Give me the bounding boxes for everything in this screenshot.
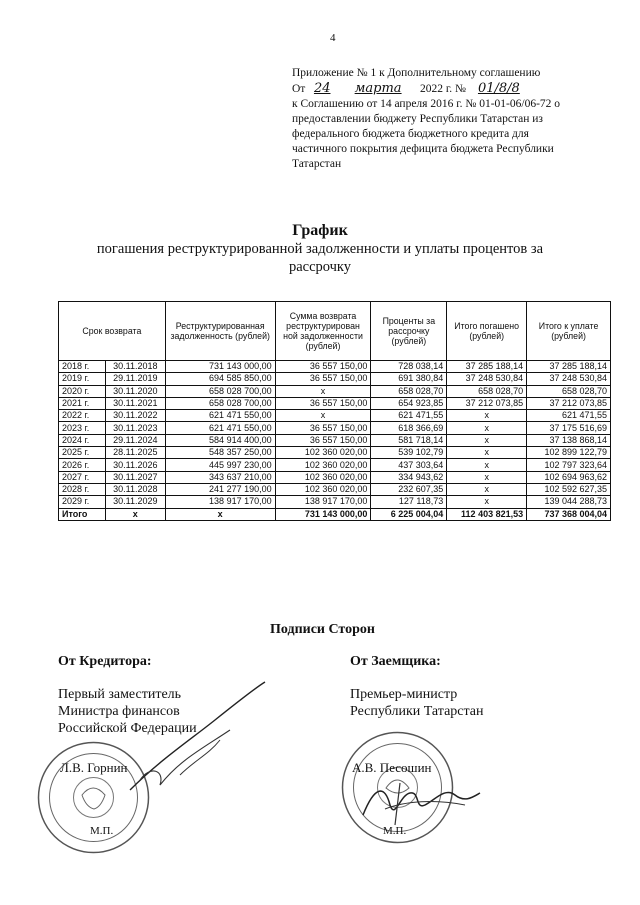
cell-year: 2024 г. — [59, 434, 106, 446]
cell-total-payable: 37 285 188,14 — [527, 361, 611, 373]
cell-total-payable: 658 028,70 — [527, 385, 611, 397]
from-label: От — [292, 83, 306, 95]
cell-total-payable: 102 592 627,35 — [527, 483, 611, 495]
cell-interest: 437 303,64 — [371, 459, 447, 471]
cell-due-date: 29.11.2019 — [105, 373, 165, 385]
col-header-interest: Проценты за рассрочку (рублей) — [371, 302, 447, 361]
cell-restructured-debt: 584 914 400,00 — [165, 434, 275, 446]
cell-due-date: 30.11.2029 — [105, 496, 165, 508]
cell-repayment-amount: 36 557 150,00 — [275, 397, 371, 409]
page-number: 4 — [330, 32, 336, 44]
cell-total-payable: 37 138 868,14 — [527, 434, 611, 446]
cell-total-payable: 37 248 530,84 — [527, 373, 611, 385]
cell-due-date: 30.11.2018 — [105, 361, 165, 373]
cell-total-payable: 102 797 323,64 — [527, 459, 611, 471]
cell-due-date: 29.11.2024 — [105, 434, 165, 446]
repayment-schedule-table — [58, 301, 611, 521]
cell-due-date: 30.11.2027 — [105, 471, 165, 483]
cell-restructured-debt: 343 637 210,00 — [165, 471, 275, 483]
cell-total-payable: 37 212 073,85 — [527, 397, 611, 409]
appendix-line-3: к Соглашению от 14 апреля 2016 г. № 01-01-06/06-72 о — [292, 98, 561, 110]
table-row — [59, 422, 611, 434]
appendix-line-1: Приложение № 1 к Дополнительному соглашению — [292, 67, 541, 79]
cell-restructured-debt: 241 277 190,00 — [165, 483, 275, 495]
cell-interest: 691 380,84 — [371, 373, 447, 385]
subtitle-line-2: рассрочку — [288, 259, 352, 275]
table-row — [59, 459, 611, 471]
cell-total-repaid: х — [447, 471, 527, 483]
cell-restructured-debt: 548 357 250,00 — [165, 447, 275, 459]
cell-total-repaid: 37 212 073,85 — [447, 397, 527, 409]
cell-total-repaid: х — [447, 410, 527, 422]
table-row — [59, 434, 611, 446]
cell-year: 2029 г. — [59, 496, 106, 508]
cell-interest: 658 028,70 — [371, 385, 447, 397]
cell-restructured-debt: 138 917 170,00 — [165, 496, 275, 508]
cell-interest: 334 943,62 — [371, 471, 447, 483]
borrower-position — [350, 686, 484, 720]
cell-total-repaid: х — [447, 459, 527, 471]
appendix-line-7: Татарстан — [292, 158, 342, 170]
table-row — [59, 447, 611, 459]
cell-repayment-amount: 102 360 020,00 — [275, 447, 371, 459]
date-year: 2022 г. № — [419, 83, 466, 95]
cell-repayment-amount: 102 360 020,00 — [275, 471, 371, 483]
table-row — [59, 385, 611, 397]
cell-year: 2020 г. — [59, 385, 106, 397]
cell-restructured-debt: 445 997 230,00 — [165, 459, 275, 471]
cell-year: 2025 г. — [59, 447, 106, 459]
borrower-handwritten-signature — [355, 775, 485, 830]
document-title: График — [292, 222, 348, 239]
cell-year: 2019 г. — [59, 373, 106, 385]
cell-repayment-amount: х — [275, 385, 371, 397]
cell-total-payable: 37 175 516,69 — [527, 422, 611, 434]
borrower-label: От Заемщика: — [350, 654, 441, 669]
cell-interest: 581 718,14 — [371, 434, 447, 446]
cell-restructured-debt: 658 028 700,00 — [165, 385, 275, 397]
cell-due-date: 30.11.2021 — [105, 397, 165, 409]
borrower-position-line-1: Премьер-министр — [350, 687, 458, 702]
cell-restructured-debt: 731 143 000,00 — [165, 361, 275, 373]
creditor-position-line-1: Первый заместитель — [58, 687, 182, 702]
creditor-position-line-2: Министра финансов — [58, 704, 180, 719]
cell-repayment-amount: 36 557 150,00 — [275, 373, 371, 385]
date-month: марта — [354, 81, 402, 96]
appendix-line-4: предоставлении бюджету Республики Татарстан из — [292, 113, 543, 125]
cell-interest: 127 118,73 — [371, 496, 447, 508]
cell-total-repaid: х — [447, 483, 527, 495]
total-cell-due-date: х — [105, 508, 165, 520]
cell-total-repaid: 37 285 188,14 — [447, 361, 527, 373]
cell-total-repaid: х — [447, 422, 527, 434]
cell-total-repaid: х — [447, 496, 527, 508]
cell-restructured-debt: 621 471 550,00 — [165, 422, 275, 434]
total-cell-restructured-debt: х — [165, 508, 275, 520]
table-total-row — [59, 508, 611, 520]
cell-year: 2018 г. — [59, 361, 106, 373]
cell-repayment-amount: х — [275, 410, 371, 422]
table-row — [59, 471, 611, 483]
cell-due-date: 30.11.2022 — [105, 410, 165, 422]
table-row — [59, 496, 611, 508]
appendix-header — [292, 66, 614, 172]
col-header-total-payable: Итого к уплате (рублей) — [527, 302, 611, 361]
table-row — [59, 373, 611, 385]
cell-repayment-amount: 36 557 150,00 — [275, 422, 371, 434]
borrower-mp-label: М.П. — [383, 825, 407, 837]
cell-total-repaid: 37 248 530,84 — [447, 373, 527, 385]
cell-due-date: 30.11.2023 — [105, 422, 165, 434]
cell-restructured-debt: 658 028 700,00 — [165, 397, 275, 409]
cell-due-date: 30.11.2028 — [105, 483, 165, 495]
cell-repayment-amount: 102 360 020,00 — [275, 483, 371, 495]
doc-number: 01/8/8 — [477, 81, 520, 96]
date-day: 24 — [313, 81, 331, 96]
cell-total-repaid: х — [447, 447, 527, 459]
cell-total-payable: 102 694 963,62 — [527, 471, 611, 483]
cell-total-payable: 102 899 122,79 — [527, 447, 611, 459]
signatures-heading: Подписи Сторон — [270, 622, 375, 637]
creditor-handwritten-signature — [120, 680, 270, 800]
col-header-repayment-amount: Сумма возврата реструктурирован ной задолженности (рублей) — [275, 302, 371, 361]
col-header-total-repaid: Итого погашено (рублей) — [447, 302, 527, 361]
col-header-restructured-debt: Реструктурированная задолженность (рублей) — [165, 302, 275, 361]
cell-total-payable: 139 044 288,73 — [527, 496, 611, 508]
cell-interest: 621 471,55 — [371, 410, 447, 422]
cell-repayment-amount: 36 557 150,00 — [275, 361, 371, 373]
table-row — [59, 483, 611, 495]
cell-year: 2027 г. — [59, 471, 106, 483]
table-row — [59, 361, 611, 373]
table-header-row — [59, 302, 611, 361]
cell-interest: 654 923,85 — [371, 397, 447, 409]
cell-total-payable: 621 471,55 — [527, 410, 611, 422]
cell-interest: 728 038,14 — [371, 361, 447, 373]
cell-interest: 232 607,35 — [371, 483, 447, 495]
cell-total-repaid: 658 028,70 — [447, 385, 527, 397]
cell-year: 2026 г. — [59, 459, 106, 471]
total-cell-total-payable: 737 368 004,04 — [527, 508, 611, 520]
cell-due-date: 30.11.2026 — [105, 459, 165, 471]
cell-restructured-debt: 694 585 850,00 — [165, 373, 275, 385]
borrower-signer-name: А.В. Песошин — [352, 760, 432, 775]
total-cell-interest: 6 225 004,04 — [371, 508, 447, 520]
creditor-label: От Кредитора: — [58, 654, 152, 669]
col-header-due-date: Срок возврата — [59, 302, 166, 361]
document-subtitle — [80, 240, 560, 276]
cell-restructured-debt: 621 471 550,00 — [165, 410, 275, 422]
cell-interest: 618 366,69 — [371, 422, 447, 434]
cell-interest: 539 102,79 — [371, 447, 447, 459]
cell-due-date: 28.11.2025 — [105, 447, 165, 459]
creditor-mp-label: М.П. — [90, 825, 114, 837]
creditor-position-line-3: Российской Федерации — [58, 721, 197, 736]
cell-total-repaid: х — [447, 434, 527, 446]
cell-year: 2023 г. — [59, 422, 106, 434]
cell-repayment-amount: 36 557 150,00 — [275, 434, 371, 446]
appendix-date-line — [292, 81, 614, 97]
total-cell-total-repaid: 112 403 821,53 — [447, 508, 527, 520]
table-row — [59, 397, 611, 409]
cell-year: 2022 г. — [59, 410, 106, 422]
subtitle-line-1: погашения реструктурированной задолженности и уплаты процентов за — [96, 241, 544, 257]
appendix-line-5: федерального бюджета бюджетного кредита для — [292, 128, 529, 140]
cell-year: 2028 г. — [59, 483, 106, 495]
borrower-position-line-2: Республики Татарстан — [350, 704, 484, 719]
cell-year: 2021 г. — [59, 397, 106, 409]
appendix-line-6: частичного покрытия дефицита бюджета Республики — [292, 143, 554, 155]
cell-repayment-amount: 138 917 170,00 — [275, 496, 371, 508]
total-cell-repayment-amount: 731 143 000,00 — [275, 508, 371, 520]
table-row — [59, 410, 611, 422]
total-cell-year: Итого — [59, 508, 106, 520]
cell-due-date: 30.11.2020 — [105, 385, 165, 397]
creditor-signer-name: Л.В. Горнин — [60, 760, 128, 775]
cell-repayment-amount: 102 360 020,00 — [275, 459, 371, 471]
